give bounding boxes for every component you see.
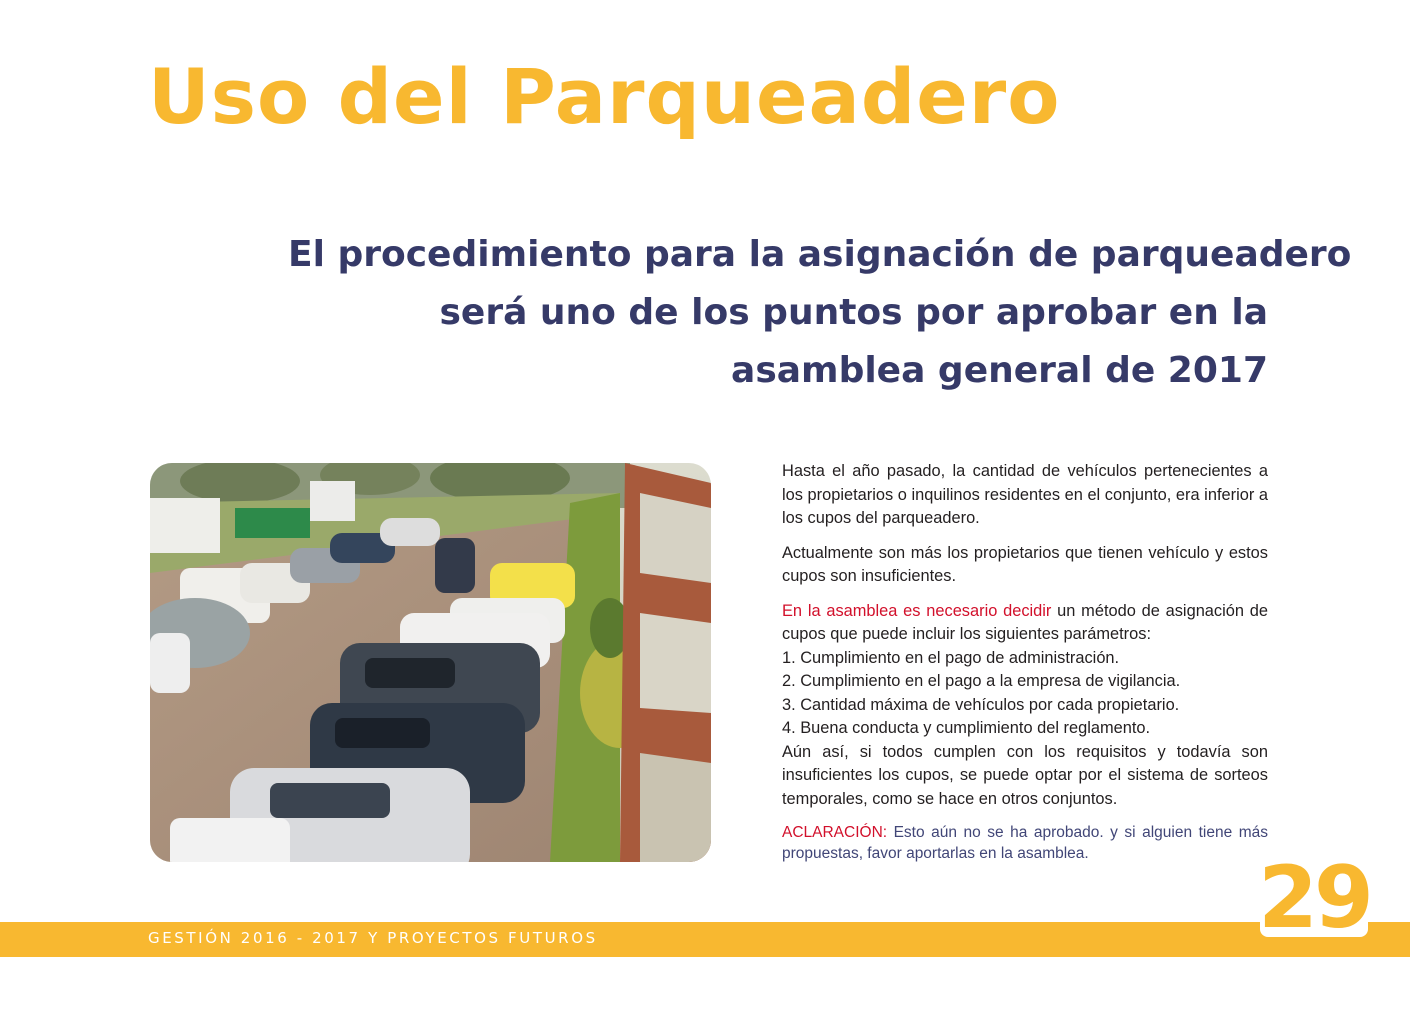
list-item: 1. Cumplimiento en el pago de administración. (782, 648, 1120, 667)
paragraph-3 (782, 600, 1268, 647)
note-text: Esto aún no se ha aprobado. y si alguien tiene más propuestas, favor aportarlas en la asamblea. (782, 824, 1268, 862)
note-label: ACLARACIÓN: (782, 824, 888, 841)
list-item: 2. Cumplimiento en el pago a la empresa de vigilancia. (782, 672, 1181, 690)
subtitle-line-2: será uno de los puntos por aprobar en la (439, 292, 1268, 333)
list-item: 3. Cantidad máxima de vehículos por cada propietario. (782, 695, 1180, 714)
highlight-text: En la asamblea es necesario decidir (782, 601, 1052, 620)
clarification-note (782, 822, 1268, 864)
body-text (782, 460, 1268, 875)
subtitle-line-1: El procedimiento para la asignación de parqueadero (288, 234, 1352, 275)
footer-text: GESTIÓN 2016 - 2017 Y PROYECTOS FUTUROS (148, 929, 598, 947)
list-item: 4. Buena conducta y cumplimiento del reglamento. (782, 719, 1151, 737)
page-subtitle (288, 226, 1352, 400)
paragraph-2: Actualmente son más los propietarios que tienen vehículo y estos cupos son insuficientes. (782, 543, 1268, 585)
paragraph-4: Aún así, si todos cumplen con los requisitos y todavía son insuficientes los cupos, se puede optar por el sistema de sorteos temporales, como se hace en otros conjuntos. (782, 742, 1268, 808)
page-number (1258, 851, 1370, 939)
page-title: Uso del Parqueadero (148, 52, 1061, 141)
subtitle-line-3: asamblea general de 2017 (731, 350, 1268, 391)
paragraph-3-text: un método de asignación de cupos que puede incluir los siguientes parámetros: (782, 601, 1268, 643)
page-number-text: 29 (1258, 851, 1370, 939)
parking-lot-photo (150, 463, 711, 862)
paragraph-1: Hasta el año pasado, la cantidad de vehículos pertenecientes a los propietarios o inquilinos residentes en el conjunto, era inferior a los cupos del parqueadero. (782, 462, 1268, 527)
